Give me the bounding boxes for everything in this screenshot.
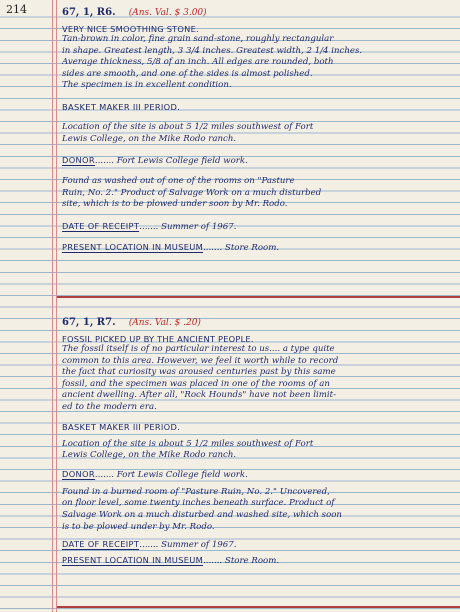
description-line: ancient dwelling. After all, "Rock Hounds" have not been limit-: [62, 390, 337, 401]
catalog-entry: [62, 314, 452, 566]
receipt-row: [62, 539, 452, 550]
entry-header: [62, 314, 452, 331]
found-line: Salvage Work on a much disturbed and washed site, which soon: [62, 509, 342, 520]
museum-location-value: ....... Store Room.: [203, 242, 280, 253]
entry-divider: [56, 296, 460, 298]
location-line: Location of the site is about 5 1/2 miles southwest of Fort: [62, 438, 314, 449]
description-line: Average thickness, 5/8 of an inch. All edges are rounded, both: [62, 57, 334, 68]
description-line: Tan-brown in color, fine grain sand-stone, roughly rectangular: [62, 34, 334, 44]
description-line: common to this area. However, we feel it worth while to record: [62, 355, 339, 366]
specimen-title: FOSSIL PICKED UP BY THE ANCIENT PEOPLE.: [62, 334, 254, 344]
museum-location-row: [62, 242, 452, 253]
receipt-value: ....... Summer of 1967.: [139, 221, 237, 232]
donor-label: DONOR: [62, 468, 95, 479]
museum-location-value: ....... Store Room.: [203, 556, 280, 567]
receipt-row: [62, 221, 452, 232]
found-line: Found in a burned room of "Pasture Ruin, No. 2." Uncovered,: [62, 486, 330, 497]
location-line: Lewis College, on the Mike Rodo ranch.: [62, 133, 237, 144]
catalog-entry: [62, 4, 452, 253]
period-label: BASKET MAKER III PERIOD.: [62, 421, 181, 432]
receipt-value: ....... Summer of 1967.: [139, 540, 237, 551]
catalog-number: 67, 1, R7.: [62, 317, 116, 328]
entry-divider: [56, 606, 460, 608]
found-line: Ruin, No. 2." Product of Salvage Work on a much disturbed: [62, 187, 322, 198]
description-line: in shape. Greatest length, 3 3/4 inches. Greatest width, 2 1/4 inches.: [62, 45, 363, 56]
catalog-number: 67, 1, R6.: [62, 7, 116, 18]
description-line: sides are smooth, and one of the sides is almost polished.: [62, 68, 313, 79]
appraised-value: (Ans. Val. $ 3.00): [128, 8, 207, 18]
description-line: ed to the modern era.: [62, 401, 157, 412]
donor-label: DONOR: [62, 155, 95, 166]
museum-location-label: PRESENT LOCATION IN MUSEUM: [62, 555, 204, 566]
entry-header: [62, 4, 452, 21]
found-line: is to be plowed under by Mr. Rodo.: [62, 521, 215, 532]
location-line: Location of the site is about 5 1/2 miles southwest of Fort: [62, 121, 314, 132]
description-line: the fact that curiosity was aroused centuries past by this same: [62, 367, 336, 378]
donor-value: ....... Fort Lewis College field work.: [94, 469, 248, 480]
page-number: 214: [6, 3, 27, 16]
donor-row: [62, 469, 452, 480]
museum-location-row: [62, 555, 452, 566]
donor-row: [62, 155, 452, 166]
found-line: on floor level, some twenty inches beneath surface. Product of: [62, 498, 335, 509]
receipt-label: DATE OF RECEIPT: [62, 220, 140, 231]
specimen-title: VERY NICE SMOOTHING STONE.: [62, 24, 199, 34]
donor-value: ....... Fort Lewis College field work.: [94, 156, 248, 167]
receipt-label: DATE OF RECEIPT: [62, 539, 140, 550]
description-line: The fossil itself is of no particular interest to us.... a type quite: [62, 344, 335, 354]
found-line: Found as washed out of one of the rooms on "Pasture: [62, 176, 295, 187]
description-line: fossil, and the specimen was placed in one of the rooms of an: [62, 378, 330, 389]
appraised-value: (Ans. Val. $ .20): [128, 318, 201, 328]
museum-location-label: PRESENT LOCATION IN MUSEUM: [62, 241, 204, 252]
period-label: BASKET MAKER III PERIOD.: [62, 101, 181, 112]
description-line: The specimen is in excellent condition.: [62, 80, 232, 91]
location-line: Lewis College, on the Mike Rodo ranch.: [62, 450, 237, 461]
found-line: site, which is to be plowed under soon by Mr. Rodo.: [62, 199, 288, 210]
